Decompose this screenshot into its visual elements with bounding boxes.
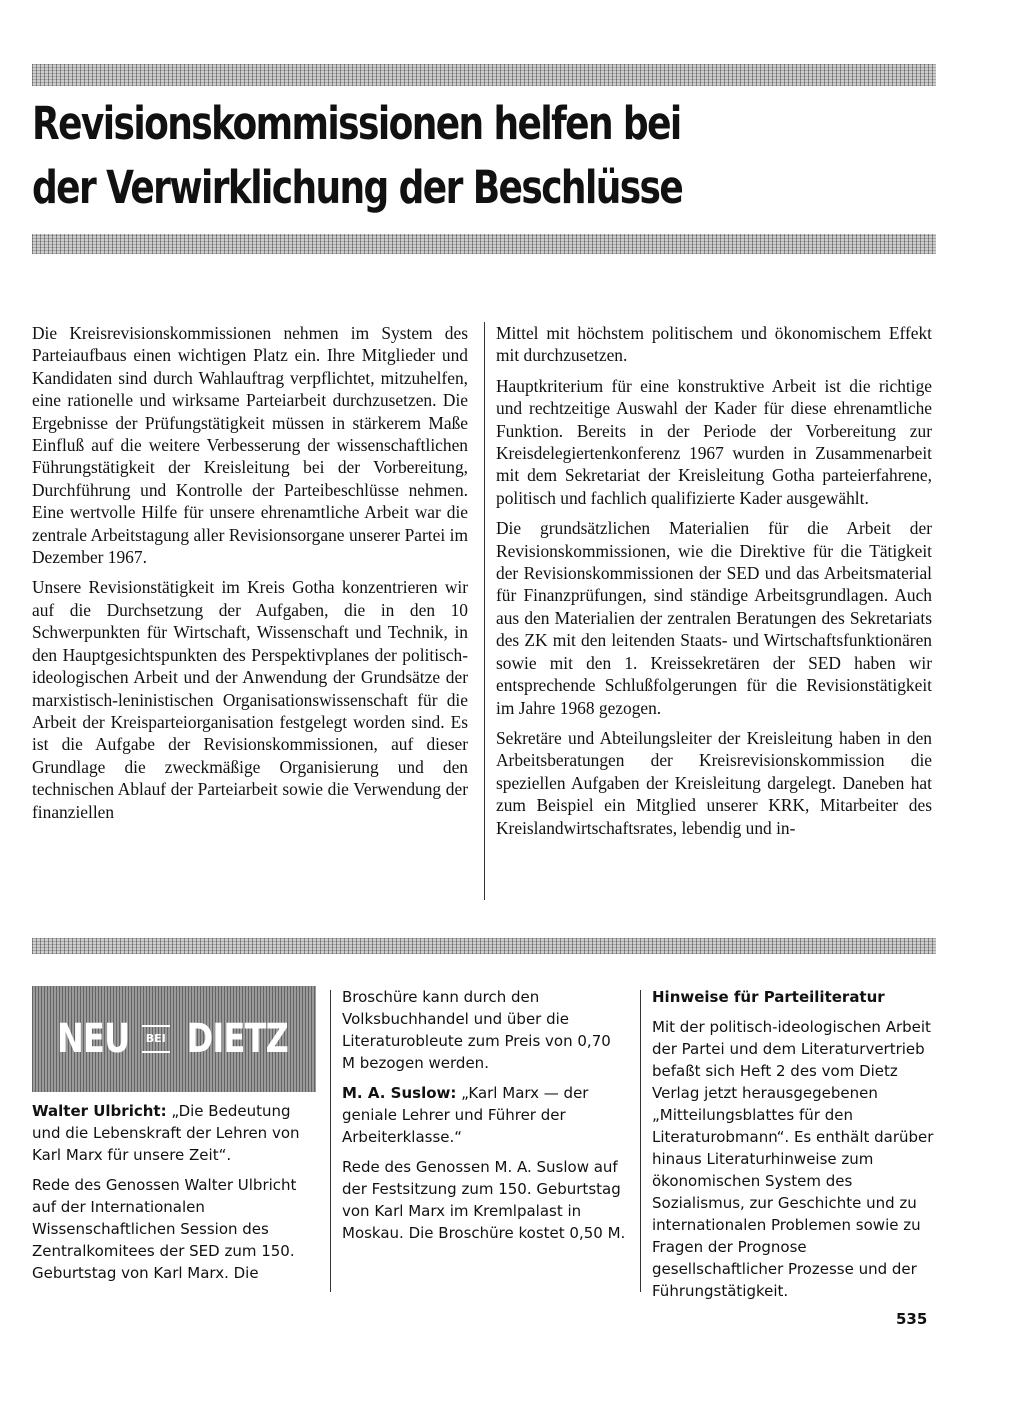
book-entry-title: [342, 1082, 626, 1148]
article-headline: [32, 92, 752, 220]
logo-neu: NEU: [56, 1016, 129, 1062]
article-column-right: [496, 322, 932, 847]
article-column-left: [32, 322, 468, 831]
column-divider: [484, 322, 485, 900]
logo-dietz: DIETZ: [186, 1016, 288, 1062]
book-title: „Die Bedeutung und die Lebenskraft der Lehren von Karl Marx für unsere Zeit“.: [32, 1102, 300, 1164]
top-screen-bar: [32, 64, 936, 86]
book-description: Rede des Genossen M. A. Suslow auf der Festsitzung zum 150. Geburtstag von Karl Marx im Kremlpalast in Moskau. Die Broschüre kostet 0,50 M.: [342, 1158, 626, 1242]
book-author: Walter Ulbricht:: [32, 1102, 167, 1120]
article-paragraph: Die grundsätzlichen Materialien für die Arbeit der Revisionskommissionen, wie die Direktive für die Tätigkeit der Revisionskommissionen der SED und das Arbeitsmaterial für Finanzprüfungen, sind ständige Arbeitsgrundlagen. Auch aus den Materialien der zentralen Beratungen des Sekretariats des ZK mit den leitenden Staats- und Wirtschaftsfunktionären sowie mit den 1. Kreissekretären der SED haben wir entsprechende Schlußfolgerungen für die Revisionstätigkeit im Jahre 1968 gezogen.: [496, 518, 932, 718]
page-number: 535: [896, 1310, 928, 1328]
article-paragraph: Sekretäre und Abteilungsleiter der Kreisleitung haben in den Arbeitsberatungen der Kreisrevisionskommission die speziellen Aufgaben der Kreisleitung dargelegt. Daneben hat zum Beispiel ein Mitglied unserer KRK, Mitarbeiter des Kreislandwirtschaftsrates, lebendig und in-: [496, 727, 932, 838]
book-description: Rede des Genossen Walter Ulbricht auf der Internationalen Wissenschaftlichen Session des Zentralkomitees der SED zum 150. Geburtstag von Karl Marx. Die: [32, 1176, 297, 1282]
column-divider: [330, 990, 331, 1292]
article-paragraph: Unsere Revisionstätigkeit im Kreis Gotha konzentrieren wir auf die Durchsetzung der Aufgaben, die in den 10 Schwerpunkten für Wirtschaft, Wissenschaft und Technik, in den Hauptgesichtspunkten des Perspektivplanes der politisch-ideologischen Arbeit und der Anwendung der Grundsätze der marxistisch-leninistischen Organisationswissenschaft für die Arbeit der Kreisparteiorganisation festgelegt worden sind. Es ist die Aufgabe der Revisionskommissionen, auf dieser Grundlage die zweckmäßige Organisierung und den technischen Ablauf der Parteiarbeit sowie die Verwendung der finanziellen: [32, 577, 468, 822]
book-author: M. A. Suslow:: [342, 1084, 457, 1102]
logo-bei: BEI: [142, 1025, 170, 1053]
hinweise-heading: Hinweise für Parteiliteratur: [652, 988, 885, 1006]
column-divider: [640, 990, 641, 1292]
neu-bei-dietz-column-2: [342, 986, 626, 1252]
article-paragraph: Hauptkriterium für eine konstruktive Arbeit ist die richtige und rechtzeitige Auswahl der Kader für diese ehrenamtliche Funktion. Bereits in der Periode der Vorbereitung zur Kreisdelegiertenkonferenz 1967 wurden in Zusammenarbeit mit dem Sekretariat der Kreisleitung Gotha parteierfahrene, politisch und fachlich qualifizierte Kader ausgewählt.: [496, 375, 932, 508]
headline-underline-bar: [32, 234, 936, 254]
hinweise-text: Mit der politisch-ideologischen Arbeit der Partei und dem Literaturvertrieb befaßt sich Heft 2 des vom Dietz Verlag jetzt herausgegebenen „Mitteilungsblattes für den Literaturobmann“. Es enthält darüber hinaus Literaturhinweise zum ökonomischen System des Sozialismus, zur Geschichte und zu internationalen Problemen sowie zu Fragen der Prognose gesellschaftlicher Prozesse und der Führungstätigkeit.: [652, 1018, 934, 1300]
book-title: „Karl Marx — der geniale Lehrer und Führer der Arbeiterklasse.“: [342, 1084, 589, 1146]
neu-bei-dietz-logo: [32, 986, 316, 1092]
neu-bei-dietz-column-1: [32, 986, 316, 1292]
section-divider-bar: [32, 938, 936, 954]
article-paragraph: Mittel mit höchstem politischem und ökonomischem Effekt mit durchzusetzen.: [496, 323, 932, 366]
article-paragraph: Die Kreisrevisionskommissionen nehmen im System des Parteiaufbaus einen wichtigen Platz ein. Ihre Mitglieder und Kandidaten sind durch Wahlauftrag verpflichtet, mitzuhelfen, eine rationelle und wirksame Parteiarbeit durchzusetzen. Die Ergebnisse der Prüfungstätigkeit müssen in stärkerem Maße Einfluß auf die weitere Verbesserung der wissenschaftlichen Führungstätigkeit der Kreisleitung bei der Vorbereitung, Durchführung und Kontrolle der Parteibeschlüsse nehmen. Eine wertvolle Hilfe für unsere ehrenamtliche Arbeit war die zentrale Arbeitstagung aller Revisionsorgane unserer Partei im Dezember 1967.: [32, 323, 468, 568]
headline-line-2: der Verwirklichung der Beschlüsse: [32, 161, 683, 214]
book-description-continued: Broschüre kann durch den Volksbuchhandel und über die Literaturobleute zum Preis von 0,70 M bezogen werden.: [342, 988, 611, 1072]
book-entry-title: [32, 1100, 316, 1166]
headline-line-1: Revisionskommissionen helfen bei: [32, 97, 681, 150]
hinweise-column: [652, 986, 936, 1310]
